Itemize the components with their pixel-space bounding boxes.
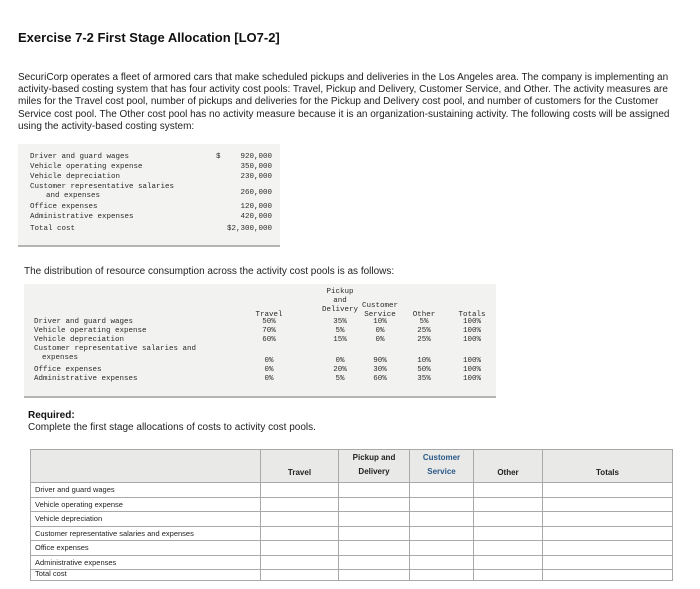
- distribution-value: 35%: [333, 318, 347, 326]
- cost-label: Total cost: [30, 225, 76, 233]
- distribution-value: 0%: [264, 375, 274, 383]
- header-customer-service: Customer Service: [409, 450, 473, 483]
- header-pickup: Pickup: [326, 288, 354, 296]
- distribution-value: 100%: [462, 318, 481, 326]
- cost-amount: $2,300,000: [226, 225, 272, 233]
- travel-total-input[interactable]: [260, 567, 338, 581]
- header-travel: Travel: [260, 450, 338, 483]
- totals-input[interactable]: [542, 541, 672, 555]
- distribution-value: 0%: [264, 357, 274, 365]
- pickup-delivery-input[interactable]: [338, 498, 409, 512]
- distribution-value: 35%: [417, 375, 431, 383]
- totals-input[interactable]: [542, 512, 672, 526]
- answer-total-row: [31, 567, 672, 582]
- customer-service-input[interactable]: [409, 541, 473, 555]
- customer-service-input[interactable]: [409, 498, 473, 512]
- other-input[interactable]: [473, 512, 542, 526]
- distribution-row-label-continued: expenses: [42, 354, 79, 362]
- travel-input[interactable]: [260, 498, 338, 512]
- distribution-value: 100%: [462, 327, 481, 335]
- answer-row-label: Customer representative salaries and expenses: [35, 528, 194, 538]
- cost-label-continued: and expenses: [46, 192, 101, 200]
- currency-symbol: $: [216, 153, 221, 161]
- intro-paragraph: SecuriCorp operates a fleet of armored cars that make scheduled pickups and deliveries in the Los Angeles area. The company is implementing an activity-based costing system that has four activity cost pools: Travel, Pickup and Delivery, Customer Service, and Other. The activity measures are miles for the Travel cost pool, number of pickups and deliveries for the Pickup and Delivery cost pool, and number of customers for the Customer Service cost pool. The Other cost pool has no activity measure because it is an organization-sustaining activity. The following costs will be assigned using the activity-based costing system:: [18, 72, 670, 132]
- totals-input[interactable]: [542, 527, 672, 541]
- page-title: Exercise 7-2 First Stage Allocation [LO7-2]: [18, 30, 280, 45]
- cost-amount: 420,000: [240, 213, 272, 221]
- totals-input[interactable]: [542, 483, 672, 497]
- other-input[interactable]: [473, 498, 542, 512]
- answer-row: [31, 512, 672, 527]
- travel-input[interactable]: [260, 483, 338, 497]
- distribution-value: 50%: [262, 318, 276, 326]
- travel-input[interactable]: [260, 541, 338, 555]
- distribution-value: 20%: [333, 366, 347, 374]
- header-totals: Totals: [542, 450, 672, 483]
- totals-total-input[interactable]: [542, 567, 672, 581]
- cost-label: Vehicle operating expense: [30, 163, 143, 171]
- distribution-value: 15%: [333, 336, 347, 344]
- distribution-value: 90%: [373, 357, 387, 365]
- travel-input[interactable]: [260, 512, 338, 526]
- distribution-value: 5%: [419, 318, 429, 326]
- cost-label: Customer representative salaries: [30, 183, 175, 191]
- header-totals: Totals: [458, 311, 486, 319]
- answer-row: [31, 483, 672, 498]
- distribution-value: 60%: [373, 375, 387, 383]
- customer-service-input[interactable]: [409, 527, 473, 541]
- distribution-row-label: Customer representative salaries and: [34, 345, 197, 353]
- distribution-value: 0%: [264, 366, 274, 374]
- distribution-row-label: Office expenses: [34, 366, 102, 374]
- answer-row: [31, 498, 672, 513]
- pickup-delivery-input[interactable]: [338, 527, 409, 541]
- other-total-input[interactable]: [473, 567, 542, 581]
- answer-row-label: Office expenses: [35, 543, 89, 552]
- pickup-delivery-input[interactable]: [338, 483, 409, 497]
- other-input[interactable]: [473, 541, 542, 555]
- cost-listing: [18, 144, 280, 247]
- answer-row-label: Administrative expenses: [35, 557, 117, 567]
- travel-input[interactable]: [260, 527, 338, 541]
- distribution-value: 0%: [375, 336, 385, 344]
- distribution-value: 10%: [373, 318, 387, 326]
- distribution-value: 30%: [373, 366, 387, 374]
- other-input[interactable]: [473, 483, 542, 497]
- answer-row: [31, 541, 672, 556]
- cost-amount: 260,000: [240, 189, 272, 197]
- totals-input[interactable]: [542, 498, 672, 512]
- header-pickup: Delivery: [321, 306, 358, 314]
- customer-service-total-input[interactable]: [409, 567, 473, 581]
- cost-amount: 350,000: [240, 163, 272, 171]
- pickup-delivery-input[interactable]: [338, 512, 409, 526]
- cost-label: Vehicle depreciation: [30, 173, 121, 181]
- other-input[interactable]: [473, 527, 542, 541]
- distribution-value: 25%: [417, 336, 431, 344]
- header-other: Other: [473, 450, 542, 483]
- distribution-value: 100%: [462, 336, 481, 344]
- required-instruction: Complete the first stage allocations of costs to activity cost pools.: [28, 422, 316, 433]
- cost-amount: 920,000: [240, 153, 272, 161]
- distribution-value: 0%: [375, 327, 385, 335]
- header-pickup: and: [333, 297, 347, 305]
- customer-service-input[interactable]: [409, 483, 473, 497]
- cost-label: Driver and guard wages: [30, 153, 130, 161]
- distribution-value: 100%: [462, 366, 481, 374]
- distribution-value: 70%: [262, 327, 276, 335]
- distribution-value: 100%: [462, 357, 481, 365]
- cost-label: Office expenses: [30, 203, 98, 211]
- distribution-value: 5%: [335, 327, 345, 335]
- pickup-delivery-input[interactable]: [338, 541, 409, 555]
- distribution-value: 25%: [417, 327, 431, 335]
- answer-row-label: Driver and guard wages: [35, 485, 115, 494]
- customer-service-input[interactable]: [409, 512, 473, 526]
- distribution-table: [24, 284, 496, 398]
- answer-row-label: Vehicle depreciation: [35, 514, 103, 523]
- answer-row-label: Vehicle operating expense: [35, 499, 123, 509]
- pickup-delivery-total-input[interactable]: [338, 567, 409, 581]
- distribution-row-label: Driver and guard wages: [34, 318, 134, 326]
- header-customer: Service: [364, 311, 396, 319]
- cost-label: Administrative expenses: [30, 213, 134, 221]
- distribution-value: 50%: [417, 366, 431, 374]
- distribution-row-label: Vehicle depreciation: [34, 336, 125, 344]
- header-customer: Customer: [361, 302, 398, 310]
- distribution-value: 0%: [335, 357, 345, 365]
- distribution-intro: The distribution of resource consumption across the activity cost pools is as follows:: [24, 266, 395, 277]
- distribution-value: 60%: [262, 336, 276, 344]
- distribution-row-label: Administrative expenses: [34, 375, 138, 383]
- answer-row-label: Total cost: [35, 569, 67, 578]
- answer-table: [30, 449, 673, 581]
- distribution-value: 5%: [335, 375, 345, 383]
- answer-row: [31, 527, 672, 542]
- distribution-value: 100%: [462, 375, 481, 383]
- required-heading: Required:: [28, 410, 75, 421]
- cost-amount: 120,000: [240, 203, 272, 211]
- cost-amount: 230,000: [240, 173, 272, 181]
- header-other: Other: [412, 311, 436, 319]
- distribution-value: 10%: [417, 357, 431, 365]
- header-pickup-delivery: Pickup and Delivery: [338, 450, 409, 483]
- distribution-row-label: Vehicle operating expense: [34, 327, 147, 335]
- header-travel: Travel: [255, 311, 283, 319]
- answer-table-header: [31, 450, 672, 483]
